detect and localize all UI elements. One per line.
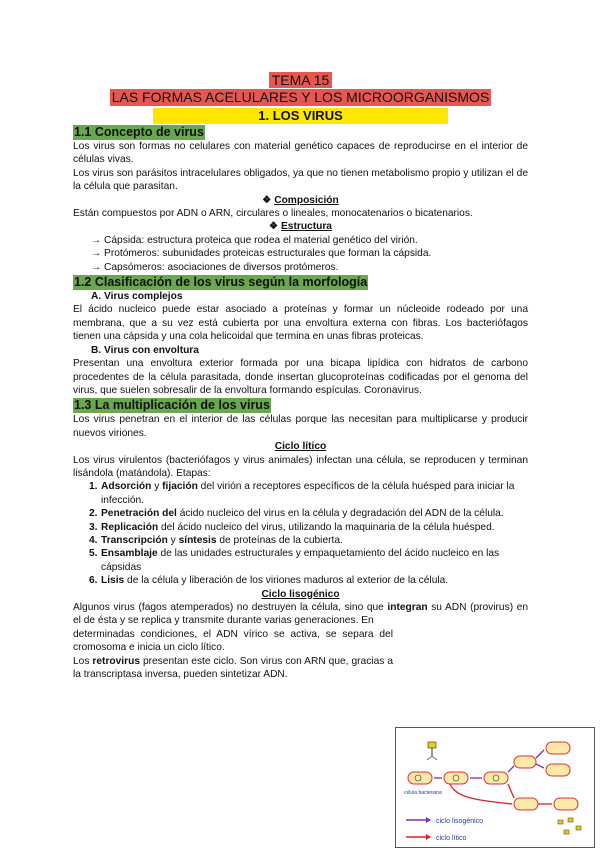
tema-subtitle: LAS FORMAS ACELULARES Y LOS MICROORGANISMOS <box>111 89 490 105</box>
legend-lytic: ciclo lítico <box>436 835 467 842</box>
legend-lysogenic: ciclo lisogénico <box>436 818 484 825</box>
list-item: → Cápsida: estructura proteica que rodea el material genético del virión. <box>91 234 528 247</box>
paragraph: Los virus son formas no celulares con material genético capaces de reproducirse en el interior de células vivas. <box>73 141 528 166</box>
heading-concepto: 1.1 Concepto de virus <box>74 125 204 139</box>
paragraph: Los virus son parásitos intracelulares obligados, ya que no tienen metabolismo propio y utilizan el de la célula que parasitan. <box>73 167 528 193</box>
heading-multiplicacion: 1.3 La multiplicación de los virus <box>74 398 270 413</box>
released-phages <box>558 818 581 834</box>
section-heading-virus: 1. LOS VIRUS <box>153 108 448 124</box>
cell-label: célula bacteriana <box>404 790 442 796</box>
paragraph: Algunos virus (fagos atemperados) no destruyen la célula, sino que integran su ADN (provirus) en el de ésta y se replica y transmite durante varias generaciones. En <box>73 602 528 627</box>
ciclo-litico-heading: Ciclo lítico <box>274 441 327 453</box>
document-page <box>73 72 528 681</box>
title-block <box>73 72 528 106</box>
list-item: → Capsómeros: asociaciones de diversos protómeros. <box>91 261 528 274</box>
lifecycle-diagram <box>396 728 594 847</box>
legend <box>406 817 483 842</box>
list-item: 3. Replicación del ácido nucleico del virus, utilizando la maquinaria de la célula huésped. <box>89 521 495 533</box>
estructura-list <box>73 234 528 274</box>
paragraph: Los virus penetran en el interior de las células porque las necesitan para multiplicarse y producir nuevos viriones. <box>73 414 528 439</box>
lifecycle-figure <box>395 727 595 848</box>
list-item: 4. Transcripción y síntesis de proteínas de la cubierta. <box>89 534 343 546</box>
heading-clasificacion: 1.2 Clasificación de los virus según la morfología <box>74 275 368 290</box>
list-item: 6. Lisis de la célula y liberación de los viriones maduros al exterior de la célula. <box>89 575 449 587</box>
list-item: 1. Adsorción y fijación del virión a receptores específicos de la célula huésped para iniciar la infección. <box>89 481 515 506</box>
phage-icon <box>427 742 437 760</box>
paragraph: El ácido nucleico puede estar asociado a proteínas y formar un núcleoide rodeado por una membrana, que a su vez está cubierta por una envoltura externa con fibras. Los bacteriófagos tienen una cápsida y una cola helicoidal que termina en unas fibras proteicas. <box>73 304 528 343</box>
subheading-complejos: A. Virus complejos <box>91 291 183 303</box>
estructura-heading: ❖ Estructura <box>269 221 332 233</box>
tema-title: TEMA 15 <box>269 72 333 88</box>
paragraph: Presentan una envoltura exterior formada por una bicapa lipídica con hidratos de carbono procedentes de la célula parasitada, donde insertan glucoproteínas codificadas por el genoma del virus, que suelen sobresalir de la envoltura formando espículas. Coronavirus. <box>73 358 528 396</box>
composicion-heading: ❖ Composición <box>262 194 339 206</box>
list-item: → Protómeros: subunidades proteicas estructurales que forman la cápsida. <box>91 247 528 260</box>
ciclo-lisogenico-heading: Ciclo lisogénico <box>261 588 340 600</box>
list-item: 5. Ensamblaje de las unidades estructurales y empaquetamiento del ácido nucleico en las cápsidas <box>89 548 500 573</box>
paragraph: Los retrovirus presentan este ciclo. Son virus con ARN que, gracias a la transcriptasa inversa, pueden sintetizar ADN. <box>73 655 393 681</box>
paragraph: Están compuestos por ADN o ARN, circulares o lineales, monocatenarios o bicatenarios. <box>73 208 473 220</box>
subheading-envoltura: B. Virus con envoltura <box>91 344 199 356</box>
paragraph: determinadas condiciones, el ADN vírico se activa, se separa del cromosoma e inicia un ciclo lítico. <box>73 628 393 654</box>
lytic-steps-list <box>73 480 528 587</box>
bacteria-cells <box>408 742 578 810</box>
paragraph: Los virus virulentos (bacteriófagos y virus animales) infectan una célula, se reproducen y terminan lisándola (matándola). Etapas: <box>73 454 528 479</box>
list-item: 2. Penetración del ácido nucleico del virus en la célula y degradación del ADN de la célula. <box>89 508 504 520</box>
